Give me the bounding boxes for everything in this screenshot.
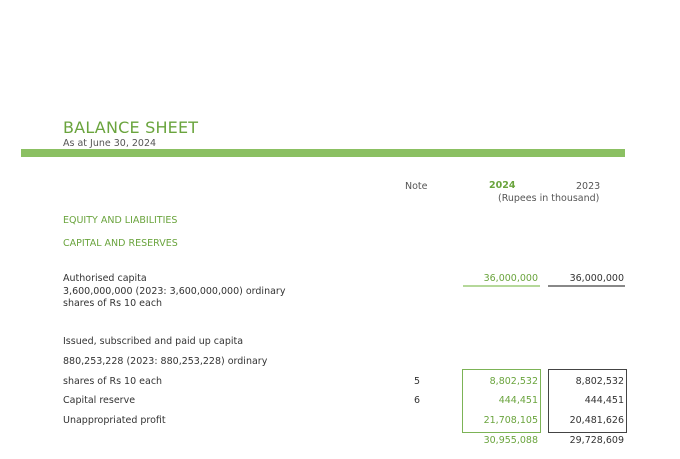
row-current-value: 8,802,532 [489, 376, 538, 387]
issued-capital-desc: 880,253,228 (2023: 880,253,228) ordinary [63, 356, 268, 367]
authorised-capital-desc-2: shares of Rs 10 each [63, 298, 163, 309]
authorised-prior-underline [548, 285, 625, 287]
unit-label: (Rupees in thousand) [498, 193, 600, 204]
authorised-capital-desc-1: 3,600,000,000 (2023: 3,600,000,000) ordinary [63, 286, 286, 297]
total-current-value: 30,955,088 [483, 435, 538, 446]
row-label: Unappropriated profit [63, 415, 166, 426]
authorised-current-value: 36,000,000 [483, 273, 538, 284]
page-title: BALANCE SHEET [63, 118, 199, 137]
authorised-capital-label: Authorised capita [63, 273, 147, 284]
authorised-prior-value: 36,000,000 [569, 273, 624, 284]
note-column-header: Note [405, 181, 428, 192]
current-year-header: 2024 [489, 180, 516, 191]
section-equity-liabilities: EQUITY AND LIABILITIES [63, 215, 178, 226]
row-current-value: 21,708,105 [483, 415, 538, 426]
header-divider [21, 149, 625, 157]
row-note: 5 [414, 376, 421, 387]
page-subtitle: As at June 30, 2024 [63, 138, 157, 149]
row-label: shares of Rs 10 each [63, 376, 163, 387]
issued-capital-label: Issued, subscribed and paid up capita [63, 336, 244, 347]
row-prior-value: 444,451 [584, 395, 624, 406]
row-prior-value: 20,481,626 [569, 415, 624, 426]
total-prior-value: 29,728,609 [569, 435, 624, 446]
prior-year-header: 2023 [576, 181, 601, 192]
row-prior-value: 8,802,532 [575, 376, 624, 387]
authorised-current-underline [463, 285, 540, 287]
section-capital-reserves: CAPITAL AND RESERVES [63, 238, 178, 249]
row-current-value: 444,451 [498, 395, 538, 406]
row-label: Capital reserve [63, 395, 136, 406]
row-note: 6 [414, 395, 421, 406]
